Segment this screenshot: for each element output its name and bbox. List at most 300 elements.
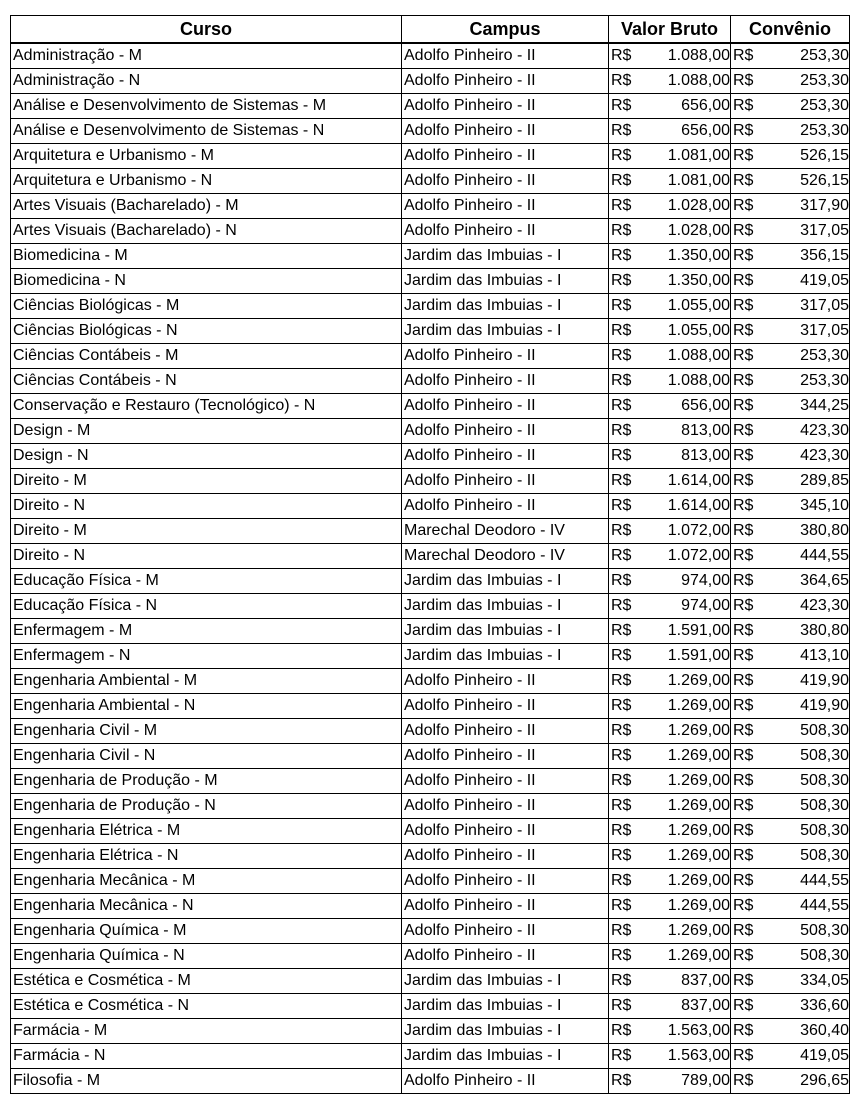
cell-convenio [731, 219, 850, 244]
table-row [11, 619, 850, 644]
cell-convenio [731, 819, 850, 844]
currency-symbol: R$ [611, 722, 632, 739]
currency-symbol: R$ [611, 897, 632, 914]
amount: 356,15 [800, 247, 849, 264]
money-value [733, 644, 849, 668]
money-value [733, 444, 849, 468]
cell-valor-bruto [609, 244, 731, 269]
header-curso: Curso [11, 16, 402, 44]
header-convenio: Convênio [731, 16, 850, 44]
table-row [11, 869, 850, 894]
amount: 1.081,00 [667, 172, 730, 189]
cell-convenio [731, 844, 850, 869]
amount: 837,00 [681, 997, 730, 1014]
currency-symbol: R$ [733, 772, 754, 789]
cell-campus: Adolfo Pinheiro - II [402, 394, 609, 419]
currency-symbol: R$ [611, 947, 632, 964]
cell-curso: Ciências Contábeis - N [11, 369, 402, 394]
currency-symbol: R$ [733, 972, 754, 989]
cell-valor-bruto [609, 444, 731, 469]
cell-valor-bruto [609, 319, 731, 344]
amount: 1.563,00 [667, 1022, 730, 1039]
amount: 1.269,00 [667, 772, 730, 789]
cell-curso: Enfermagem - M [11, 619, 402, 644]
cell-valor-bruto [609, 844, 731, 869]
amount: 419,05 [800, 1047, 849, 1064]
money-value [611, 1044, 730, 1068]
currency-symbol: R$ [733, 297, 754, 314]
cell-curso: Engenharia Elétrica - M [11, 819, 402, 844]
table-row [11, 244, 850, 269]
currency-symbol: R$ [733, 822, 754, 839]
cell-convenio [731, 369, 850, 394]
money-value [733, 219, 849, 243]
currency-symbol: R$ [611, 72, 632, 89]
currency-symbol: R$ [733, 122, 754, 139]
money-value [611, 294, 730, 318]
table-row [11, 194, 850, 219]
cell-campus: Adolfo Pinheiro - II [402, 769, 609, 794]
cell-valor-bruto [609, 144, 731, 169]
amount: 656,00 [681, 97, 730, 114]
table-row [11, 744, 850, 769]
table-row [11, 994, 850, 1019]
money-value [611, 469, 730, 493]
table-row [11, 894, 850, 919]
cell-curso: Engenharia Civil - M [11, 719, 402, 744]
currency-symbol: R$ [611, 597, 632, 614]
money-value [611, 694, 730, 718]
currency-symbol: R$ [611, 247, 632, 264]
cell-valor-bruto [609, 869, 731, 894]
table-row [11, 319, 850, 344]
table-row [11, 644, 850, 669]
currency-symbol: R$ [733, 497, 754, 514]
cell-curso: Ciências Biológicas - M [11, 294, 402, 319]
currency-symbol: R$ [733, 172, 754, 189]
money-value [611, 194, 730, 218]
amount: 1.028,00 [667, 197, 730, 214]
cell-convenio [731, 269, 850, 294]
currency-symbol: R$ [733, 422, 754, 439]
money-value [733, 594, 849, 618]
cell-convenio [731, 519, 850, 544]
cell-convenio [731, 544, 850, 569]
cell-campus: Jardim das Imbuias - I [402, 644, 609, 669]
amount: 1.072,00 [667, 522, 730, 539]
money-value [733, 44, 849, 68]
currency-symbol: R$ [611, 322, 632, 339]
cell-convenio [731, 394, 850, 419]
cell-campus: Jardim das Imbuias - I [402, 1044, 609, 1069]
money-value [733, 769, 849, 793]
cell-campus: Adolfo Pinheiro - II [402, 119, 609, 144]
cell-curso: Engenharia Ambiental - M [11, 669, 402, 694]
amount: 344,25 [800, 397, 849, 414]
table-body [11, 43, 850, 1094]
amount: 508,30 [800, 772, 849, 789]
cell-convenio [731, 94, 850, 119]
amount: 380,80 [800, 622, 849, 639]
cell-campus: Adolfo Pinheiro - II [402, 819, 609, 844]
currency-symbol: R$ [611, 272, 632, 289]
currency-symbol: R$ [733, 547, 754, 564]
amount: 444,55 [800, 872, 849, 889]
cell-curso: Biomedicina - M [11, 244, 402, 269]
amount: 1.088,00 [667, 372, 730, 389]
cell-convenio [731, 744, 850, 769]
cell-convenio [731, 43, 850, 69]
amount: 526,15 [800, 172, 849, 189]
currency-symbol: R$ [733, 397, 754, 414]
cell-campus: Adolfo Pinheiro - II [402, 369, 609, 394]
currency-symbol: R$ [733, 222, 754, 239]
currency-symbol: R$ [611, 372, 632, 389]
table-row [11, 394, 850, 419]
money-value [611, 144, 730, 168]
money-value [733, 1069, 849, 1093]
money-value [733, 1019, 849, 1043]
money-value [611, 69, 730, 93]
cell-valor-bruto [609, 544, 731, 569]
money-value [733, 269, 849, 293]
cell-valor-bruto [609, 43, 731, 69]
money-value [733, 94, 849, 118]
cell-convenio [731, 719, 850, 744]
currency-symbol: R$ [733, 472, 754, 489]
cell-valor-bruto [609, 1069, 731, 1094]
money-value [733, 144, 849, 168]
amount: 345,10 [800, 497, 849, 514]
cell-curso: Administração - N [11, 69, 402, 94]
table-row [11, 944, 850, 969]
amount: 813,00 [681, 447, 730, 464]
amount: 1.088,00 [667, 47, 730, 64]
money-value [611, 969, 730, 993]
cell-valor-bruto [609, 744, 731, 769]
amount: 1.269,00 [667, 822, 730, 839]
cell-valor-bruto [609, 794, 731, 819]
cell-campus: Adolfo Pinheiro - II [402, 794, 609, 819]
money-value [611, 219, 730, 243]
cell-curso: Artes Visuais (Bacharelado) - M [11, 194, 402, 219]
money-value [611, 719, 730, 743]
currency-symbol: R$ [733, 197, 754, 214]
table-row [11, 794, 850, 819]
cell-convenio [731, 919, 850, 944]
amount: 444,55 [800, 547, 849, 564]
currency-symbol: R$ [611, 47, 632, 64]
cell-curso: Ciências Contábeis - M [11, 344, 402, 369]
amount: 336,60 [800, 997, 849, 1014]
amount: 1.269,00 [667, 672, 730, 689]
currency-symbol: R$ [611, 922, 632, 939]
cell-curso: Biomedicina - N [11, 269, 402, 294]
money-value [611, 544, 730, 568]
currency-symbol: R$ [611, 747, 632, 764]
cell-convenio [731, 619, 850, 644]
money-value [733, 694, 849, 718]
table-row [11, 419, 850, 444]
cell-curso: Engenharia Elétrica - N [11, 844, 402, 869]
cell-curso: Análise e Desenvolvimento de Sistemas - M [11, 94, 402, 119]
table-row [11, 519, 850, 544]
cell-valor-bruto [609, 69, 731, 94]
cell-curso: Design - M [11, 419, 402, 444]
amount: 1.591,00 [667, 622, 730, 639]
currency-symbol: R$ [733, 147, 754, 164]
money-value [611, 569, 730, 593]
currency-symbol: R$ [733, 897, 754, 914]
cell-valor-bruto [609, 719, 731, 744]
cell-curso: Ciências Biológicas - N [11, 319, 402, 344]
amount: 813,00 [681, 422, 730, 439]
amount: 1.350,00 [667, 272, 730, 289]
cell-valor-bruto [609, 269, 731, 294]
currency-symbol: R$ [611, 197, 632, 214]
cell-campus: Adolfo Pinheiro - II [402, 43, 609, 69]
cell-campus: Adolfo Pinheiro - II [402, 344, 609, 369]
cell-campus: Adolfo Pinheiro - II [402, 694, 609, 719]
currency-symbol: R$ [611, 572, 632, 589]
amount: 1.269,00 [667, 947, 730, 964]
amount: 444,55 [800, 897, 849, 914]
cell-campus: Adolfo Pinheiro - II [402, 944, 609, 969]
cell-campus: Adolfo Pinheiro - II [402, 719, 609, 744]
amount: 317,90 [800, 197, 849, 214]
cell-campus: Jardim das Imbuias - I [402, 619, 609, 644]
cell-convenio [731, 769, 850, 794]
cell-convenio [731, 444, 850, 469]
header-campus: Campus [402, 16, 609, 44]
currency-symbol: R$ [733, 672, 754, 689]
currency-symbol: R$ [733, 97, 754, 114]
money-value [733, 419, 849, 443]
money-value [733, 894, 849, 918]
table-row [11, 544, 850, 569]
currency-symbol: R$ [611, 422, 632, 439]
currency-symbol: R$ [733, 697, 754, 714]
cell-curso: Artes Visuais (Bacharelado) - N [11, 219, 402, 244]
amount: 1.269,00 [667, 922, 730, 939]
money-value [611, 744, 730, 768]
currency-symbol: R$ [611, 122, 632, 139]
cell-campus: Jardim das Imbuias - I [402, 294, 609, 319]
table-row [11, 719, 850, 744]
cell-curso: Direito - N [11, 544, 402, 569]
header-row [11, 16, 850, 44]
cell-campus: Adolfo Pinheiro - II [402, 844, 609, 869]
amount: 360,40 [800, 1022, 849, 1039]
currency-symbol: R$ [611, 447, 632, 464]
cell-campus: Adolfo Pinheiro - II [402, 194, 609, 219]
currency-symbol: R$ [733, 847, 754, 864]
money-value [733, 169, 849, 193]
cell-valor-bruto [609, 769, 731, 794]
cell-campus: Jardim das Imbuias - I [402, 269, 609, 294]
amount: 1.055,00 [667, 297, 730, 314]
money-value [733, 344, 849, 368]
money-value [611, 869, 730, 893]
table-row [11, 369, 850, 394]
money-value [733, 244, 849, 268]
amount: 508,30 [800, 847, 849, 864]
currency-symbol: R$ [611, 697, 632, 714]
currency-symbol: R$ [611, 672, 632, 689]
money-value [733, 794, 849, 818]
table-row [11, 469, 850, 494]
cell-valor-bruto [609, 469, 731, 494]
amount: 253,30 [800, 122, 849, 139]
cell-valor-bruto [609, 819, 731, 844]
currency-symbol: R$ [733, 347, 754, 364]
cell-valor-bruto [609, 919, 731, 944]
amount: 1.350,00 [667, 247, 730, 264]
amount: 413,10 [800, 647, 849, 664]
money-value [611, 519, 730, 543]
cell-curso: Engenharia Mecânica - N [11, 894, 402, 919]
cell-curso: Engenharia Ambiental - N [11, 694, 402, 719]
cell-campus: Marechal Deodoro - IV [402, 544, 609, 569]
currency-symbol: R$ [733, 47, 754, 64]
money-value [611, 169, 730, 193]
table-row [11, 1019, 850, 1044]
cell-campus: Jardim das Imbuias - I [402, 319, 609, 344]
cell-valor-bruto [609, 344, 731, 369]
cell-convenio [731, 419, 850, 444]
money-value [733, 119, 849, 143]
money-value [611, 94, 730, 118]
cell-valor-bruto [609, 119, 731, 144]
amount: 380,80 [800, 522, 849, 539]
cell-curso: Administração - M [11, 43, 402, 69]
cell-convenio [731, 319, 850, 344]
cell-convenio [731, 1044, 850, 1069]
amount: 253,30 [800, 47, 849, 64]
cell-valor-bruto [609, 669, 731, 694]
amount: 837,00 [681, 972, 730, 989]
cell-convenio [731, 119, 850, 144]
cell-convenio [731, 469, 850, 494]
cell-campus: Adolfo Pinheiro - II [402, 494, 609, 519]
money-value [611, 944, 730, 968]
currency-symbol: R$ [611, 547, 632, 564]
money-value [611, 44, 730, 68]
money-value [733, 544, 849, 568]
cell-valor-bruto [609, 494, 731, 519]
table-row [11, 94, 850, 119]
cell-campus: Jardim das Imbuias - I [402, 1019, 609, 1044]
cell-curso: Educação Física - M [11, 569, 402, 594]
amount: 253,30 [800, 372, 849, 389]
money-value [611, 769, 730, 793]
amount: 1.269,00 [667, 722, 730, 739]
cell-valor-bruto [609, 419, 731, 444]
cell-valor-bruto [609, 194, 731, 219]
cell-valor-bruto [609, 569, 731, 594]
table-row [11, 594, 850, 619]
cell-valor-bruto [609, 619, 731, 644]
cell-campus: Adolfo Pinheiro - II [402, 869, 609, 894]
cell-valor-bruto [609, 94, 731, 119]
money-value [611, 369, 730, 393]
money-value [611, 244, 730, 268]
amount: 334,05 [800, 972, 849, 989]
cell-convenio [731, 694, 850, 719]
cell-curso: Engenharia Química - M [11, 919, 402, 944]
cell-convenio [731, 644, 850, 669]
cell-valor-bruto [609, 644, 731, 669]
table-row [11, 219, 850, 244]
table-row [11, 1044, 850, 1069]
currency-symbol: R$ [611, 772, 632, 789]
cell-valor-bruto [609, 294, 731, 319]
table-row [11, 819, 850, 844]
cell-convenio [731, 869, 850, 894]
cell-valor-bruto [609, 219, 731, 244]
table-row [11, 344, 850, 369]
cell-curso: Arquitetura e Urbanismo - N [11, 169, 402, 194]
currency-symbol: R$ [611, 297, 632, 314]
table-row [11, 669, 850, 694]
cell-convenio [731, 1019, 850, 1044]
header-valor-bruto: Valor Bruto [609, 16, 731, 44]
amount: 289,85 [800, 472, 849, 489]
amount: 1.563,00 [667, 1047, 730, 1064]
money-value [611, 119, 730, 143]
money-value [733, 69, 849, 93]
money-value [611, 1069, 730, 1093]
cell-campus: Adolfo Pinheiro - II [402, 169, 609, 194]
currency-symbol: R$ [733, 447, 754, 464]
money-value [733, 869, 849, 893]
currency-symbol: R$ [611, 972, 632, 989]
currency-symbol: R$ [611, 797, 632, 814]
cell-campus: Adolfo Pinheiro - II [402, 469, 609, 494]
money-value [733, 294, 849, 318]
currency-symbol: R$ [611, 847, 632, 864]
table-row [11, 294, 850, 319]
cell-campus: Jardim das Imbuias - I [402, 569, 609, 594]
currency-symbol: R$ [611, 522, 632, 539]
currency-symbol: R$ [611, 347, 632, 364]
cell-valor-bruto [609, 394, 731, 419]
cell-valor-bruto [609, 1044, 731, 1069]
amount: 508,30 [800, 797, 849, 814]
cell-curso: Engenharia de Produção - M [11, 769, 402, 794]
money-value [733, 394, 849, 418]
currency-symbol: R$ [733, 747, 754, 764]
cell-convenio [731, 69, 850, 94]
cell-convenio [731, 344, 850, 369]
cell-valor-bruto [609, 1019, 731, 1044]
cell-convenio [731, 969, 850, 994]
currency-symbol: R$ [733, 1047, 754, 1064]
money-value [733, 369, 849, 393]
cell-curso: Engenharia Civil - N [11, 744, 402, 769]
cell-campus: Adolfo Pinheiro - II [402, 419, 609, 444]
amount: 423,30 [800, 422, 849, 439]
currency-symbol: R$ [611, 622, 632, 639]
amount: 317,05 [800, 322, 849, 339]
money-value [733, 744, 849, 768]
money-value [733, 519, 849, 543]
amount: 789,00 [681, 1072, 730, 1089]
amount: 1.028,00 [667, 222, 730, 239]
cell-campus: Adolfo Pinheiro - II [402, 94, 609, 119]
amount: 974,00 [681, 572, 730, 589]
cell-curso: Direito - M [11, 519, 402, 544]
